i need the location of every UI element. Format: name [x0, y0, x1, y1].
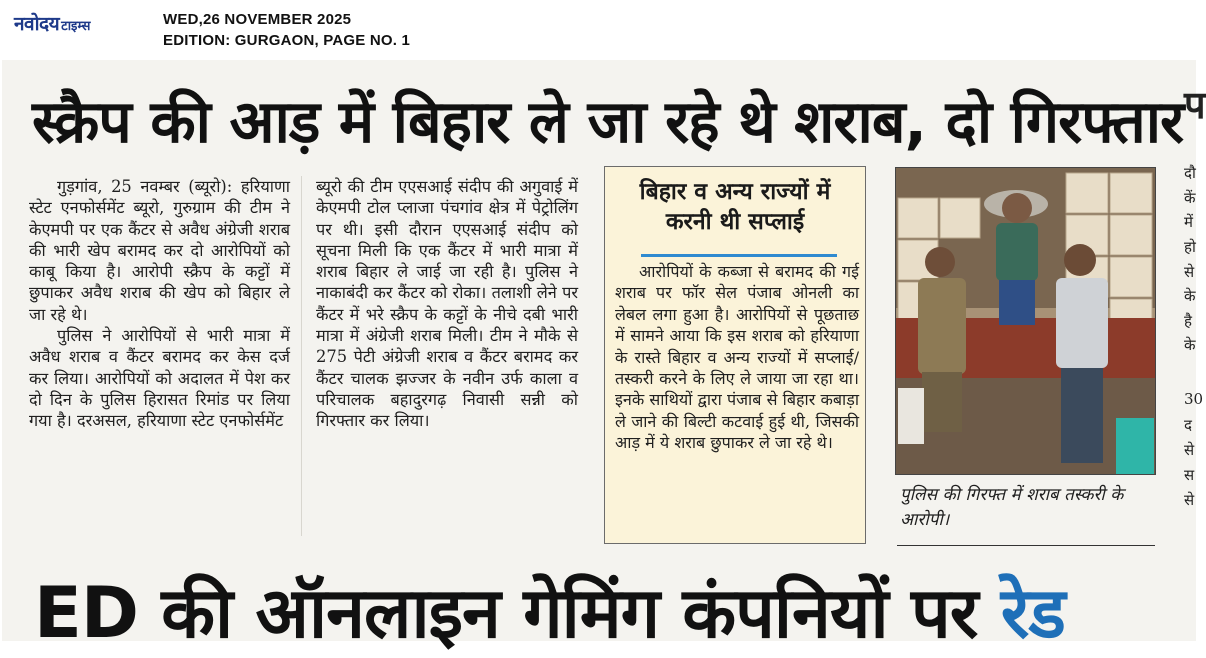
next-headline-text: ED की ऑनलाइन गेमिंग कंपनियों पर — [34, 572, 1001, 654]
newspaper-logo[interactable] — [14, 10, 90, 34]
news-photo[interactable] — [895, 167, 1156, 475]
adjacent-article-edge — [1180, 60, 1206, 641]
photo-caption: पुलिस की गिरफ्त में शराब तस्करी के आरोपी। — [900, 485, 1124, 530]
sidebar-box-title — [613, 177, 857, 237]
logo-main-text: नवोदय — [14, 13, 60, 35]
edge-fragment: द — [1184, 416, 1192, 434]
edge-fragment: है — [1184, 312, 1192, 330]
edge-fragment: हो — [1184, 238, 1196, 256]
edge-fragment: कें — [1184, 189, 1196, 207]
edition-info — [163, 9, 410, 51]
edition-page: EDITION: GURGAON, PAGE NO. 1 — [163, 32, 411, 49]
logo-sub-text: टाइम्स — [61, 19, 91, 34]
edge-fragment: से — [1184, 491, 1195, 509]
sidebar-box — [604, 166, 866, 544]
article-column-2 — [316, 176, 578, 432]
edge-fragment: 30 — [1184, 390, 1204, 408]
newspaper-clipping — [2, 60, 1206, 654]
sidebar-title-line-1: बिहार व अन्य राज्यों में — [639, 179, 831, 205]
caption-underline — [897, 545, 1155, 546]
edge-fragment: से — [1184, 441, 1195, 459]
masthead-bar — [0, 0, 1196, 56]
next-article-headline — [34, 568, 1174, 658]
edge-fragment: दौ — [1184, 164, 1196, 182]
article-paragraph: पुलिस ने आरोपियों से भारी मात्रा में अवैध शराब व कैंटर बरामद कर केस दर्ज कर लिया। आरोपियों को अदालत में पेश कर दो दिन के पुलिस हिरासत रिमांड पर लिया गया है। दरअसल, हरियाणा स्टेट एनफोर्समेंट — [29, 326, 290, 431]
sidebar-box-text — [615, 261, 859, 454]
edge-fragment: स — [1184, 466, 1195, 484]
edge-fragment: के — [1184, 287, 1196, 305]
arrest-photo-image — [896, 168, 1155, 474]
article-paragraph: ब्यूरो की टीम एएसआई संदीप की अगुवाई में केएमपी टोल प्लाजा पंचगांव क्षेत्र में पेट्रोलिंग पर थी। इसी दौरान एएसआई संदीप को सूचना मिली कि एक कैंटर में भारी मात्रा में शराब बिहार ले जाई जा रही है। पुलिस ने नाकाबंदी कर कैंटर को रोका। तलाशी लेने पर कैंटर में भरे स्क्रैप के कट्टों के नीचे दबी भारी मात्रा में अंग्रेजी शराब मिली। टीम ने मौके से 275 पेटी अंग्रेजी शराब व कैंटर बरामद कर कैंटर चालक झज्जर के नवीन उर्फ काला व परिचालक बहादुरगढ़ निवासी सन्नी को गिरफ्तार कर लिया। — [316, 177, 578, 431]
publication-date: WED,26 NOVEMBER 2025 — [163, 11, 352, 28]
next-headline-highlight: रेड — [1000, 572, 1065, 654]
sidebar-paragraph: आरोपियों के कब्जा से बरामद की गई शराब पर फॉर सेल पंजाब ओनली का लेबल लगा हुआ है। आरोपियों से पूछताछ में सामने आया कि इस शराब को हरियाणा के रास्ते बिहार व अन्य राज्यों में सप्लाई/तस्करी करने के लिए ले जाया जा रहा था।इनके साथियों द्वारा पंजाब से बिहार कबाड़ा ले जाने की बिल्टी कटवाई हुई थी, जिसकी आड़ में ये शराब छुपाकर ले जा रहे थे। — [615, 262, 859, 453]
edge-fragment: से — [1184, 263, 1195, 281]
article-headline: स्क्रैप की आड़ में बिहार ले जा रहे थे शराब, दो गिरफ्तार — [32, 87, 1184, 156]
article-paragraph: गुड़गांव, 25 नवम्बर (ब्यूरो): हरियाणा स्टेट एनफोर्समेंट ब्यूरो, गुरुग्राम की टीम ने केएमपी पर एक कैंटर से अवैध अंग्रेजी शराब की भारी खेप बरामद कर दो आरोपियों को काबू किया है। आरोपी स्क्रैप के कट्टों में छुपाकर अवैध शराब की खेप को बिहार ले जा रहे थे। — [29, 177, 290, 324]
sidebar-title-underline — [641, 254, 837, 257]
edge-fragment: में — [1184, 213, 1193, 231]
column-divider — [301, 176, 302, 536]
edge-fragment: के — [1184, 336, 1196, 354]
article-column-1 — [29, 176, 290, 432]
edge-fragment: प — [1184, 82, 1206, 127]
sidebar-title-line-2: करनी थी सप्लाई — [665, 209, 805, 235]
